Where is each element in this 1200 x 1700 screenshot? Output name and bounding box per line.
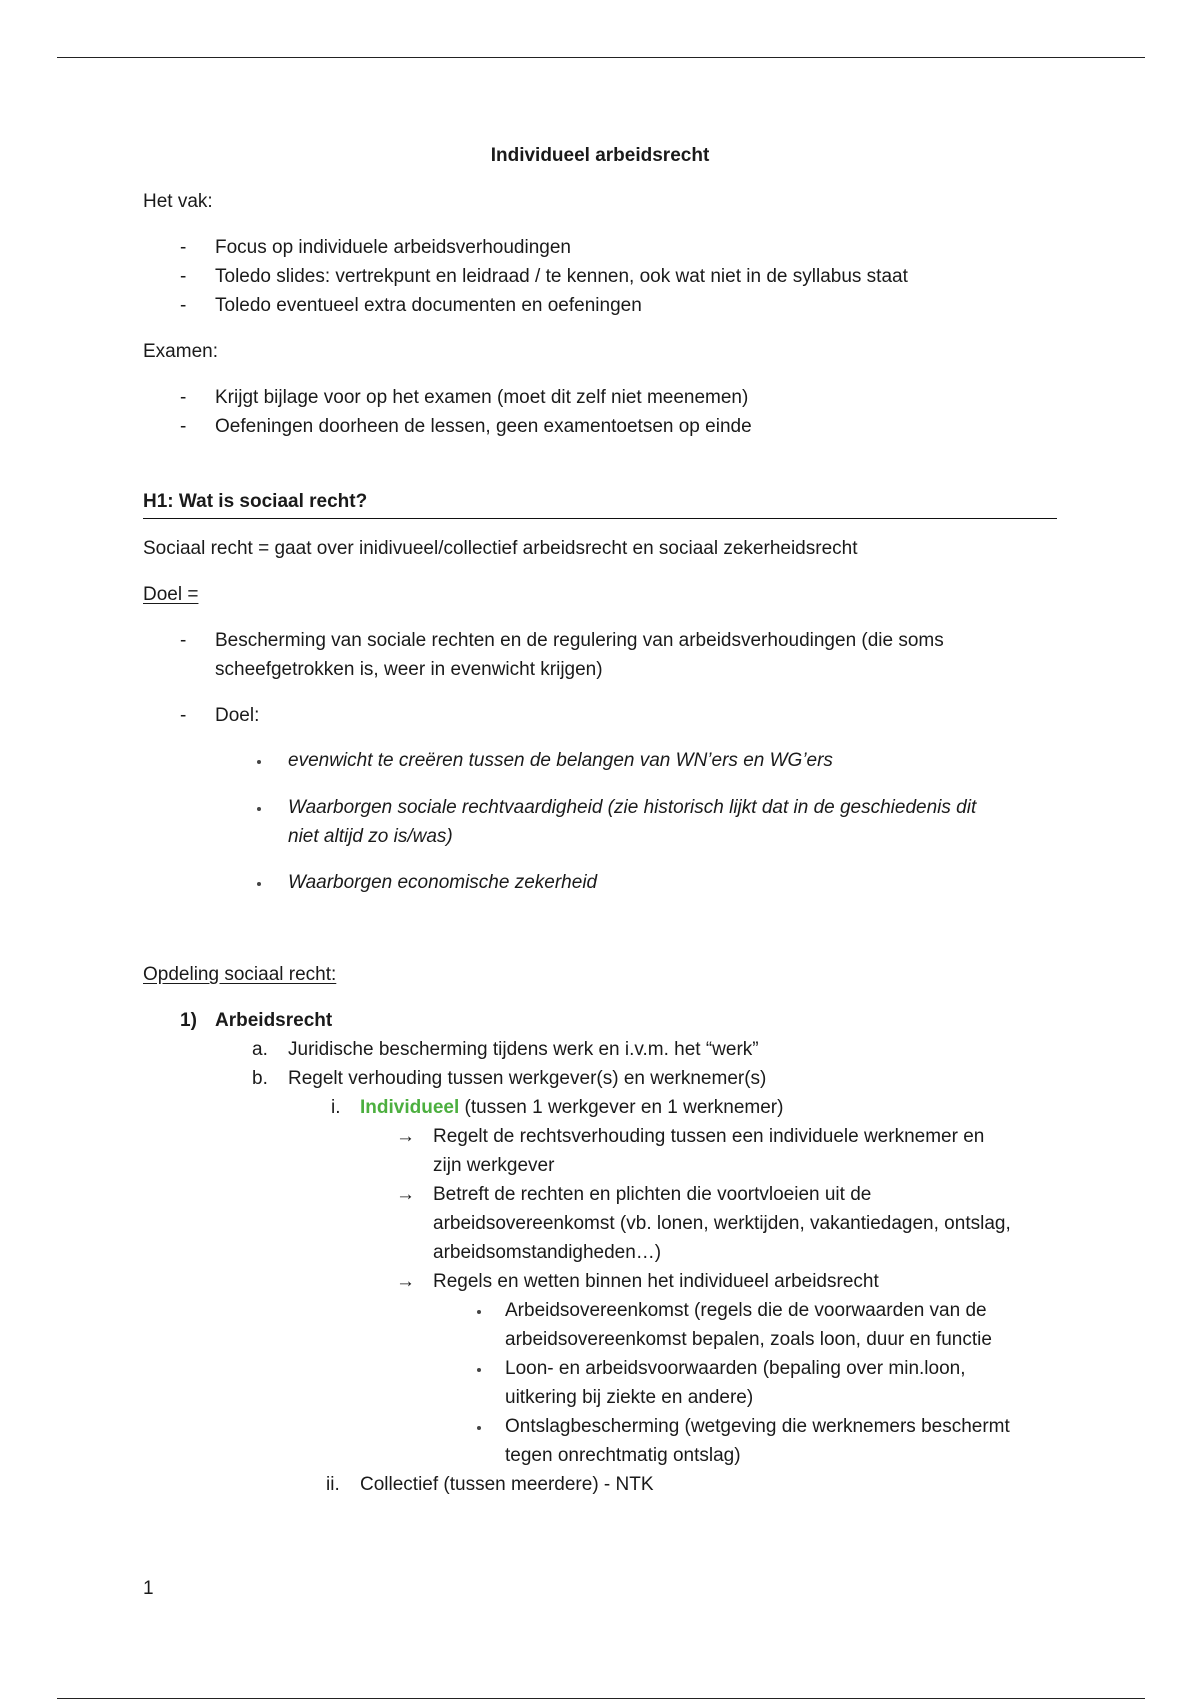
rule-item: Ontslagbescherming (wetgeving die werknemers beschermt — [505, 1416, 1010, 1437]
sub-item: evenwicht te creëren tussen de belangen van WN’ers en WG’ers — [288, 750, 833, 771]
doel-label: Doel = — [143, 584, 199, 605]
roman-marker: ii. — [326, 1474, 340, 1495]
list-item: Toledo slides: vertrekpunt en leidraad / te kennen, ook wat niet in de syllabus staat — [215, 266, 908, 287]
arrow-icon: → — [396, 1126, 415, 1147]
sub-item: Waarborgen economische zekerheid — [288, 872, 598, 893]
individueel-rest: (tussen 1 werkgever en 1 werknemer) — [464, 1097, 784, 1118]
arrow-item-continuation: arbeidsovereenkomst (vb. lonen, werktijden, vakantiedagen, ontslag, — [433, 1213, 1011, 1234]
rule-item-continuation: uitkering bij ziekte en andere) — [505, 1387, 754, 1408]
list-item: Juridische bescherming tijdens werk en i.v.m. het “werk” — [288, 1039, 759, 1060]
dot-bullet — [477, 1368, 481, 1372]
roman-marker: i. — [331, 1097, 341, 1118]
dash-bullet: - — [180, 387, 187, 408]
dash-bullet: - — [180, 630, 187, 651]
dash-bullet: - — [180, 416, 187, 437]
dot-bullet — [257, 807, 261, 811]
dash-bullet: - — [180, 237, 187, 258]
alpha-marker: a. — [252, 1039, 268, 1060]
rule-item: Arbeidsovereenkomst (regels die de voorwaarden van de — [505, 1300, 987, 1321]
list-item: Krijgt bijlage voor op het examen (moet dit zelf niet meenemen) — [215, 387, 749, 408]
list-item-continuation: scheefgetrokken is, weer in evenwicht krijgen) — [215, 659, 603, 680]
dash-bullet: - — [180, 705, 187, 726]
page-title: Individueel arbeidsrecht — [490, 145, 710, 166]
alpha-marker: b. — [252, 1068, 268, 1089]
heading-rule — [143, 518, 1057, 519]
dot-bullet — [477, 1310, 481, 1314]
page-number: 1 — [143, 1578, 154, 1599]
dot-bullet — [477, 1426, 481, 1430]
list-item — [360, 1094, 783, 1122]
list-item: Collectief (tussen meerdere) - NTK — [360, 1474, 654, 1495]
arrow-icon: → — [396, 1271, 415, 1292]
dot-bullet — [257, 760, 261, 764]
section-heading: H1: Wat is sociaal recht? — [143, 491, 368, 512]
arrow-item: Regelt de rechtsverhouding tussen een individuele werknemer en — [433, 1126, 985, 1147]
list-item: Doel: — [215, 705, 260, 726]
arrow-icon: → — [396, 1184, 415, 1205]
arrow-item-continuation: arbeidsomstandigheden…) — [433, 1242, 662, 1263]
definition-text: Sociaal recht = gaat over inidivueel/collectief arbeidsrecht en sociaal zekerheidsrecht — [143, 538, 858, 559]
arrow-item: Betreft de rechten en plichten die voortvloeien uit de — [433, 1184, 872, 1205]
list-item: Focus op individuele arbeidsverhoudingen — [215, 237, 571, 258]
arrow-item-continuation: zijn werkgever — [433, 1155, 555, 1176]
arrow-item: Regels en wetten binnen het individueel arbeidsrecht — [433, 1271, 879, 1292]
examen-label: Examen: — [143, 341, 218, 362]
list-item: Toledo eventueel extra documenten en oefeningen — [215, 295, 642, 316]
rule-item-continuation: tegen onrechtmatig ontslag) — [505, 1445, 741, 1466]
individueel-highlight: Individueel — [360, 1097, 460, 1118]
list-item: Oefeningen doorheen de lessen, geen examentoetsen op einde — [215, 416, 752, 437]
rule-item: Loon- en arbeidsvoorwaarden (bepaling over min.loon, — [505, 1358, 966, 1379]
sub-item: Waarborgen sociale rechtvaardigheid (zie historisch lijkt dat in de geschiedenis dit — [288, 797, 977, 818]
vak-label: Het vak: — [143, 191, 213, 212]
arbeidsrecht-heading: Arbeidsrecht — [215, 1010, 333, 1031]
dash-bullet: - — [180, 295, 187, 316]
list-item: Bescherming van sociale rechten en de regulering van arbeidsverhoudingen (die soms — [215, 630, 944, 651]
top-rule — [57, 57, 1145, 58]
bottom-rule — [57, 1698, 1145, 1699]
dot-bullet — [257, 882, 261, 886]
rule-item-continuation: arbeidsovereenkomst bepalen, zoals loon, duur en functie — [505, 1329, 992, 1350]
list-item: Regelt verhouding tussen werkgever(s) en werknemer(s) — [288, 1068, 767, 1089]
sub-item-continuation: niet altijd zo is/was) — [288, 826, 453, 847]
opdeling-label: Opdeling sociaal recht: — [143, 964, 337, 985]
numbered-marker: 1) — [180, 1010, 197, 1031]
dash-bullet: - — [180, 266, 187, 287]
